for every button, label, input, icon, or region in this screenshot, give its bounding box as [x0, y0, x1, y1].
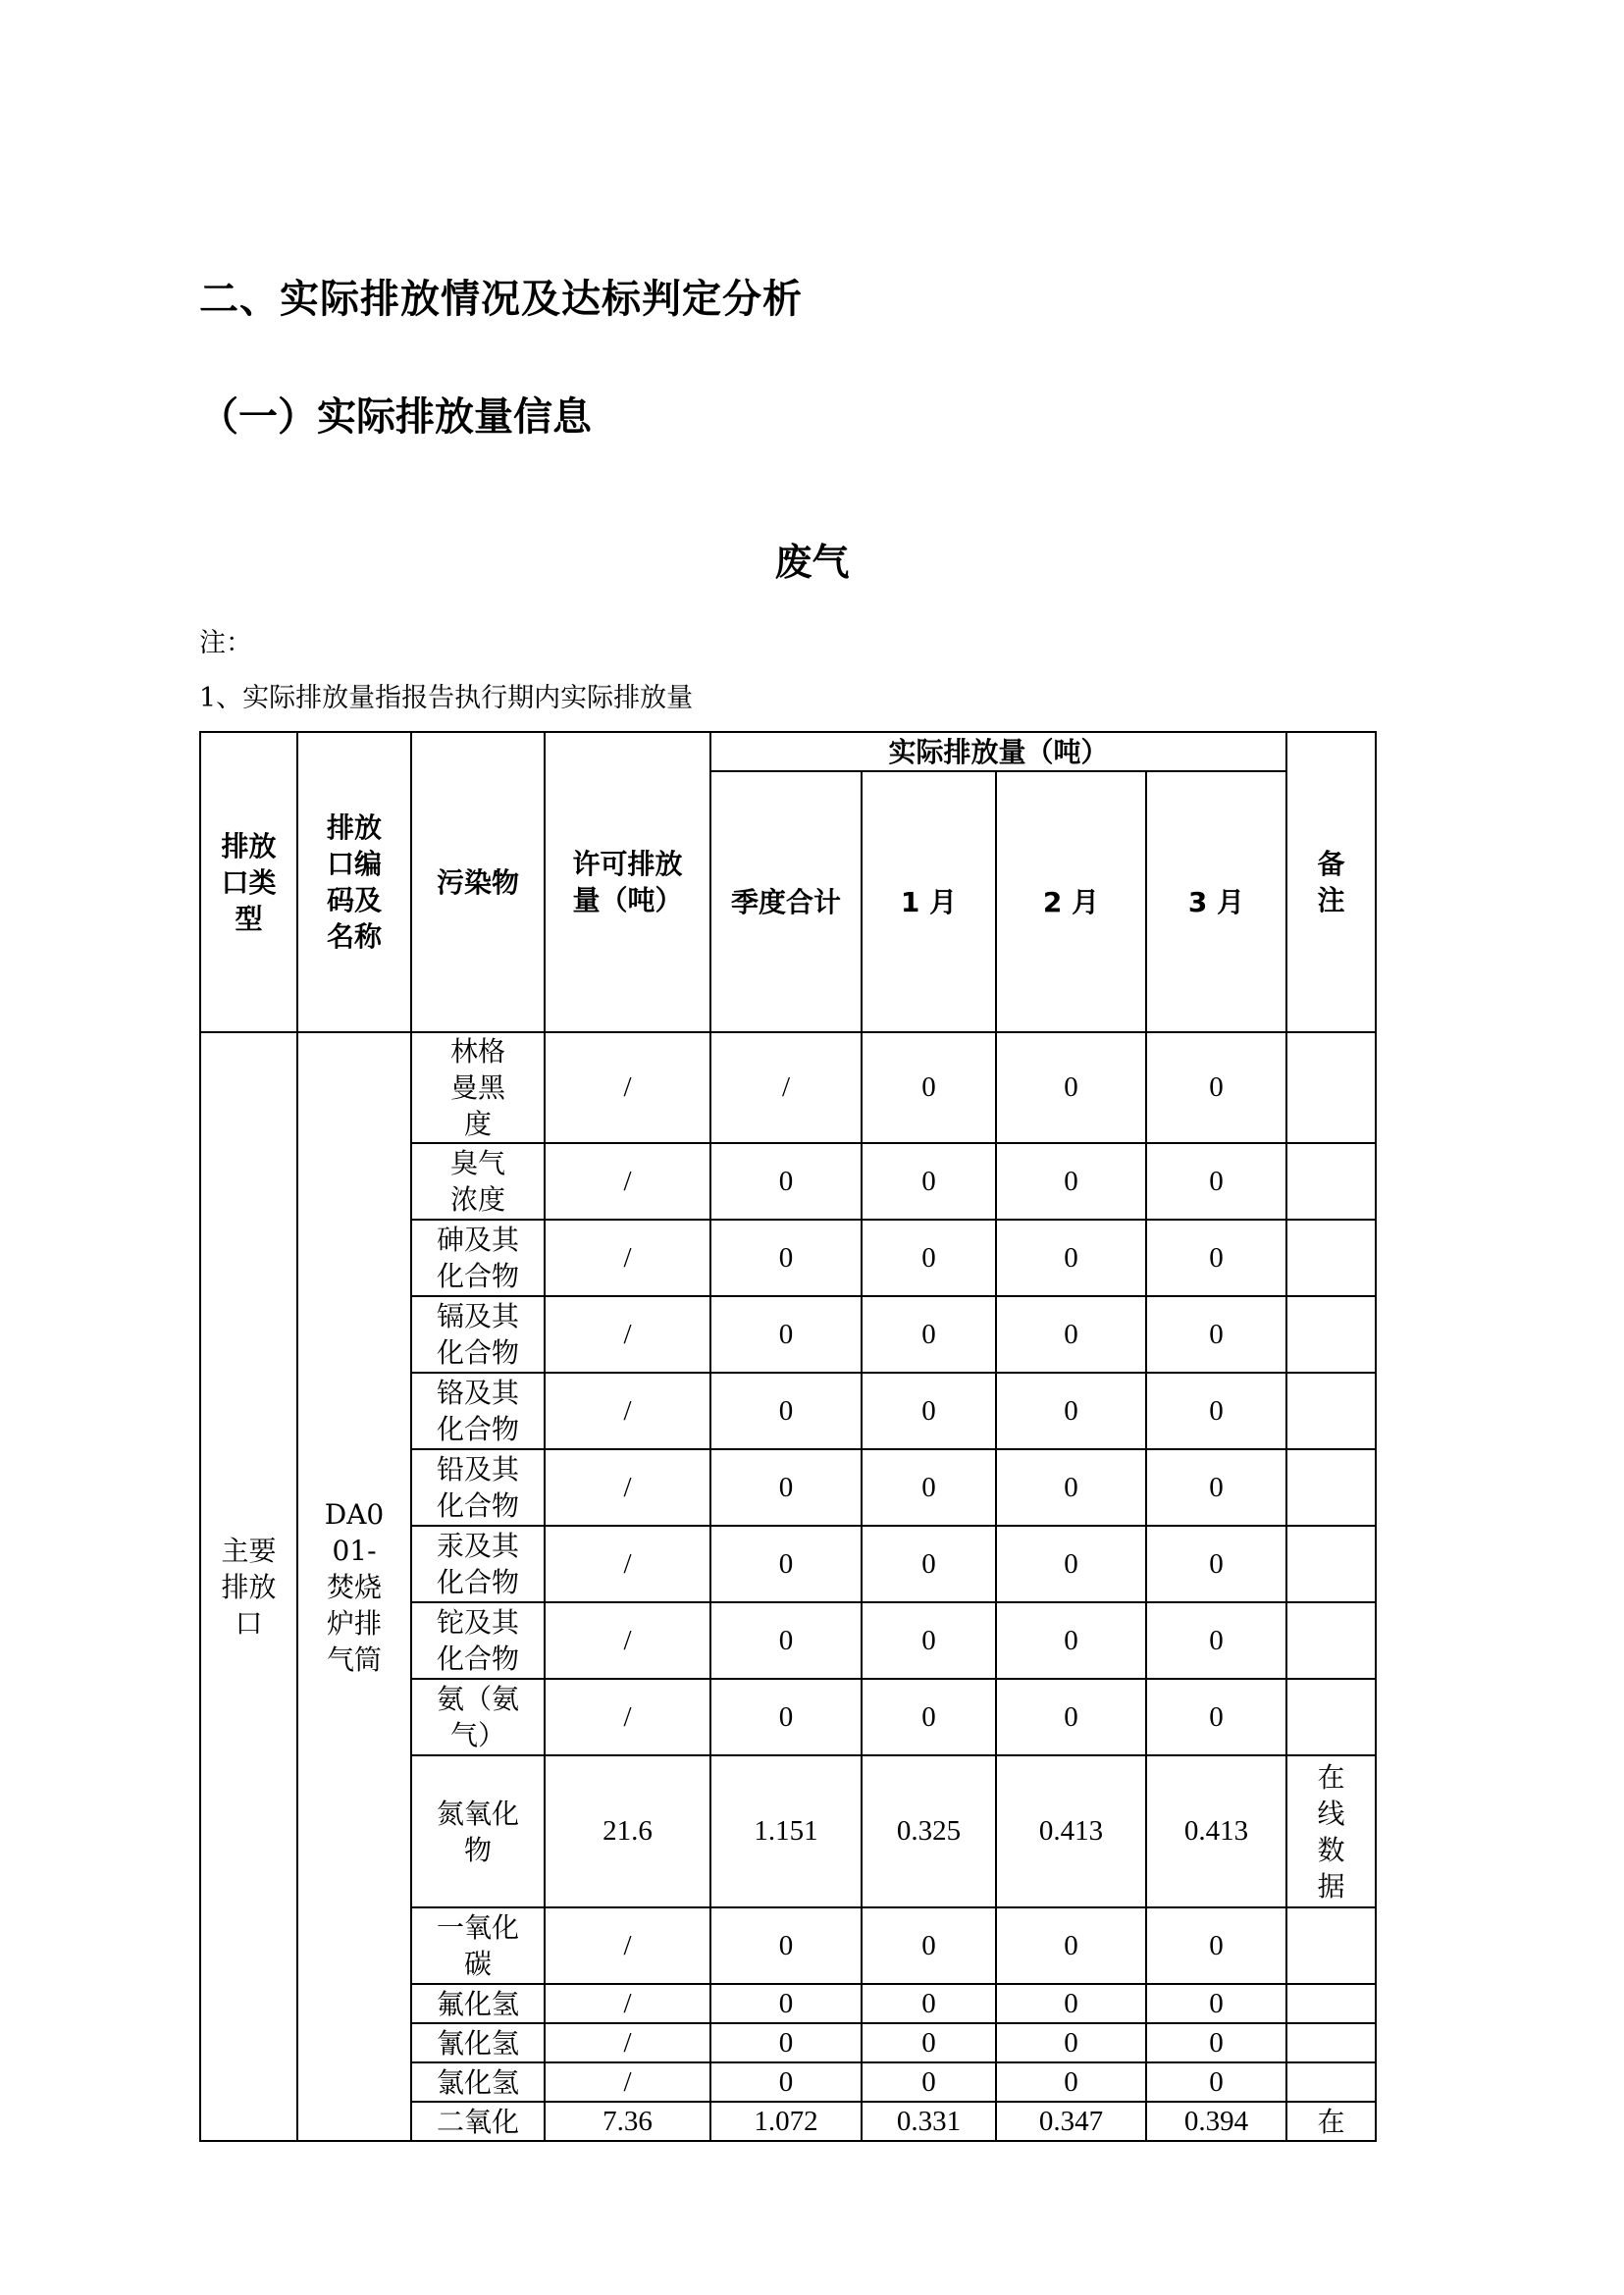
month1-cell: 0	[862, 1449, 996, 1526]
month2-cell: 0	[996, 1449, 1146, 1526]
quarter-cell: 1.072	[710, 2102, 862, 2141]
month1-cell: 0	[862, 1032, 996, 1143]
quarter-cell: 0	[710, 1679, 862, 1755]
remark-cell	[1286, 1373, 1376, 1449]
month2-cell: 0	[996, 1296, 1146, 1373]
header-quarter-total: 季度合计	[710, 771, 862, 1032]
category-title: 废气	[774, 541, 850, 584]
pollutant-cell: 氟化氢	[411, 1984, 545, 2023]
month1-cell: 0	[862, 2023, 996, 2062]
outlet-type-cell: 主要排放口	[200, 1032, 297, 2141]
month3-cell: 0	[1146, 1296, 1286, 1373]
note-item-1: 1、实际排放量指报告执行期内实际排放量	[199, 683, 694, 713]
subsection-title: （一）实际排放量信息	[199, 394, 592, 440]
month3-cell: 0	[1146, 2023, 1286, 2062]
permitted-cell: /	[545, 1143, 710, 1220]
pollutant-cell: 二氧化	[411, 2102, 545, 2141]
month3-cell: 0	[1146, 1143, 1286, 1220]
permitted-cell: /	[545, 1907, 710, 1984]
pollutant-cell: 臭气浓度	[411, 1143, 545, 1220]
month2-cell: 0	[996, 1143, 1146, 1220]
quarter-cell: 0	[710, 1602, 862, 1679]
month3-cell: 0	[1146, 1679, 1286, 1755]
month2-cell: 0	[996, 2062, 1146, 2102]
remark-cell	[1286, 1679, 1376, 1755]
table-row	[200, 1032, 1376, 1143]
month1-cell: 0.325	[862, 1755, 996, 1907]
month1-cell: 0	[862, 1679, 996, 1755]
header-month-2: 2 月	[996, 771, 1146, 1032]
header-actual-emission: 实际排放量（吨）	[710, 732, 1286, 771]
quarter-cell: 0	[710, 1220, 862, 1296]
remark-cell	[1286, 1143, 1376, 1220]
month2-cell: 0	[996, 1220, 1146, 1296]
permitted-cell: /	[545, 2023, 710, 2062]
month1-cell: 0.331	[862, 2102, 996, 2141]
pollutant-cell: 氮氧化物	[411, 1755, 545, 1907]
month2-cell: 0	[996, 1602, 1146, 1679]
permitted-cell: /	[545, 1373, 710, 1449]
month3-cell: 0	[1146, 1220, 1286, 1296]
header-month-1: 1 月	[862, 771, 996, 1032]
month3-cell: 0	[1146, 2062, 1286, 2102]
remark-cell	[1286, 2023, 1376, 2062]
permitted-cell: /	[545, 1526, 710, 1602]
permitted-cell: /	[545, 1602, 710, 1679]
month1-cell: 0	[862, 1296, 996, 1373]
permitted-cell: /	[545, 1032, 710, 1143]
quarter-cell: 0	[710, 1449, 862, 1526]
permitted-cell: 21.6	[545, 1755, 710, 1907]
month3-cell: 0.394	[1146, 2102, 1286, 2141]
month1-cell: 0	[862, 1602, 996, 1679]
quarter-cell: 0	[710, 1984, 862, 2023]
month3-cell: 0	[1146, 1032, 1286, 1143]
month2-cell: 0	[996, 1373, 1146, 1449]
remark-cell	[1286, 1602, 1376, 1679]
quarter-cell: 0	[710, 1907, 862, 1984]
month1-cell: 0	[862, 1907, 996, 1984]
permitted-cell: /	[545, 2062, 710, 2102]
header-outlet-code: 排放口编码及名称	[297, 732, 411, 1032]
pollutant-cell: 铊及其化合物	[411, 1602, 545, 1679]
month2-cell: 0	[996, 1526, 1146, 1602]
permitted-cell: /	[545, 1449, 710, 1526]
pollutant-cell: 汞及其化合物	[411, 1526, 545, 1602]
pollutant-cell: 铅及其化合物	[411, 1449, 545, 1526]
quarter-cell: 0	[710, 1143, 862, 1220]
remark-cell	[1286, 1449, 1376, 1526]
pollutant-cell: 镉及其化合物	[411, 1296, 545, 1373]
permitted-cell: /	[545, 1679, 710, 1755]
month1-cell: 0	[862, 1984, 996, 2023]
month1-cell: 0	[862, 1220, 996, 1296]
remark-cell	[1286, 2062, 1376, 2102]
outlet-code-cell: DA001-焚烧炉排气筒	[297, 1032, 411, 2141]
note-label: 注：	[199, 628, 252, 658]
quarter-cell: 0	[710, 2062, 862, 2102]
permitted-cell: /	[545, 1220, 710, 1296]
month1-cell: 0	[862, 1526, 996, 1602]
pollutant-cell: 砷及其化合物	[411, 1220, 545, 1296]
month1-cell: 0	[862, 2062, 996, 2102]
header-outlet-type: 排放口类型	[200, 732, 297, 1032]
month3-cell: 0	[1146, 1373, 1286, 1449]
month2-cell: 0	[996, 1907, 1146, 1984]
remark-cell	[1286, 1907, 1376, 1984]
remark-cell	[1286, 1526, 1376, 1602]
month2-cell: 0.413	[996, 1755, 1146, 1907]
header-month-3: 3 月	[1146, 771, 1286, 1032]
remark-cell	[1286, 1032, 1376, 1143]
permitted-cell: /	[545, 1296, 710, 1373]
remark-cell: 在线数据	[1286, 1755, 1376, 1907]
quarter-cell: /	[710, 1032, 862, 1143]
header-permitted: 许可排放量（吨）	[545, 732, 710, 1032]
pollutant-cell: 林格曼黑度	[411, 1032, 545, 1143]
pollutant-cell: 氯化氢	[411, 2062, 545, 2102]
month3-cell: 0	[1146, 1984, 1286, 2023]
month2-cell: 0	[996, 2023, 1146, 2062]
quarter-cell: 0	[710, 2023, 862, 2062]
pollutant-cell: 氨（氨气）	[411, 1679, 545, 1755]
header-pollutant: 污染物	[411, 732, 545, 1032]
quarter-cell: 0	[710, 1296, 862, 1373]
pollutant-cell: 氰化氢	[411, 2023, 545, 2062]
emission-table	[199, 731, 1377, 2142]
quarter-cell: 0	[710, 1373, 862, 1449]
month3-cell: 0	[1146, 1907, 1286, 1984]
month2-cell: 0	[996, 1032, 1146, 1143]
pollutant-cell: 一氧化碳	[411, 1907, 545, 1984]
month2-cell: 0.347	[996, 2102, 1146, 2141]
header-remarks: 备注	[1286, 732, 1376, 1032]
month3-cell: 0.413	[1146, 1755, 1286, 1907]
section-title: 二、实际排放情况及达标判定分析	[199, 277, 803, 322]
remark-cell	[1286, 1296, 1376, 1373]
permitted-cell: 7.36	[545, 2102, 710, 2141]
month2-cell: 0	[996, 1679, 1146, 1755]
month3-cell: 0	[1146, 1449, 1286, 1526]
remark-cell	[1286, 1984, 1376, 2023]
month3-cell: 0	[1146, 1602, 1286, 1679]
month1-cell: 0	[862, 1373, 996, 1449]
quarter-cell: 0	[710, 1526, 862, 1602]
month1-cell: 0	[862, 1143, 996, 1220]
pollutant-cell: 铬及其化合物	[411, 1373, 545, 1449]
month3-cell: 0	[1146, 1526, 1286, 1602]
month2-cell: 0	[996, 1984, 1146, 2023]
remark-cell: 在	[1286, 2102, 1376, 2141]
remark-cell	[1286, 1220, 1376, 1296]
quarter-cell: 1.151	[710, 1755, 862, 1907]
permitted-cell: /	[545, 1984, 710, 2023]
